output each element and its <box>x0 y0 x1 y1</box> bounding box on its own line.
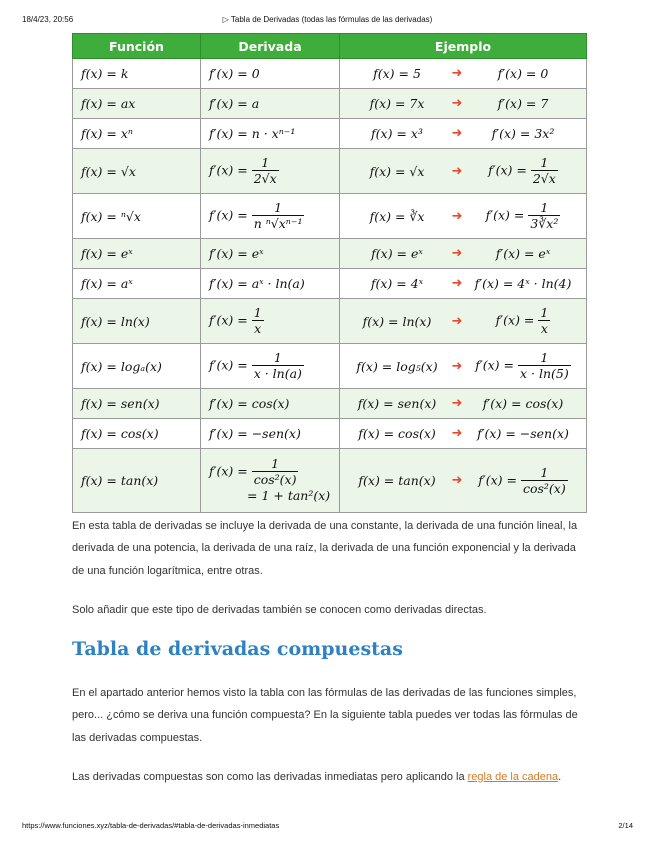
table-row <box>73 119 587 149</box>
derivada-cell: f′(x) = cos(x) <box>201 389 340 419</box>
chain-rule-link[interactable]: regla de la cadena <box>467 771 559 783</box>
derivada-cell <box>201 194 340 239</box>
ejemplo-cell <box>340 299 587 344</box>
table-row <box>73 149 587 194</box>
funcion-cell: f(x) = ax <box>73 89 201 119</box>
ejemplo-cell <box>340 59 587 89</box>
composite-intro-paragraph: En el apartado anterior hemos visto la tabla con las fórmulas de las derivadas de las funciones simples, pero... ¿cómo se deriva una función compuesta? En la siguiente tabla puedes ver todas las fórmulas de las derivadas compuestas. <box>72 687 578 744</box>
derivada-cell <box>201 299 340 344</box>
funcion-cell: f(x) = tan(x) <box>73 449 201 513</box>
funcion-cell: f(x) = eˣ <box>73 239 201 269</box>
print-url: https://www.funciones.xyz/tabla-de-derivadas/#tabla-de-derivadas-inmediatas <box>22 821 280 830</box>
fraction-numerator: 1 <box>274 200 283 215</box>
fraction <box>252 201 305 231</box>
fraction <box>252 457 299 487</box>
fraction <box>252 306 264 336</box>
ejemplo-prefix: f′(x) = <box>488 162 527 178</box>
ejemplo-derivative: f′(x) = cos(x) <box>482 396 564 411</box>
ejemplo-derivative <box>468 351 578 381</box>
ejemplo-function: f(x) = cos(x) <box>358 426 436 441</box>
ejemplo-function: f(x) = √x <box>369 163 425 179</box>
derivada-cell: f′(x) = n · xⁿ⁻¹ <box>201 119 340 149</box>
ejemplo-function: f(x) = 4ˣ <box>370 276 424 291</box>
arrow-icon: ➜ <box>451 126 463 141</box>
ejemplo-cell <box>340 239 587 269</box>
arrow-icon: ➜ <box>451 313 463 329</box>
ejemplo-function: f(x) = sen(x) <box>357 396 437 411</box>
derivada-cell: f′(x) = a <box>201 89 340 119</box>
funcion-cell: f(x) = sen(x) <box>73 389 201 419</box>
funcion-cell: f(x) = ln(x) <box>73 299 201 344</box>
funcion-cell: f(x) = k <box>73 59 201 89</box>
derivada-prefix: f′(x) = <box>209 312 248 328</box>
ejemplo-function: f(x) = tan(x) <box>358 473 436 488</box>
fraction-numerator: 1 <box>540 155 549 170</box>
table-row <box>73 194 587 239</box>
fraction-numerator: 1 <box>540 305 549 320</box>
table-row <box>73 344 587 389</box>
ejemplo-function: f(x) = 7x <box>369 96 425 111</box>
fraction-denominator: 3∛x² <box>530 216 559 231</box>
derivada-prefix: f′(x) = <box>209 207 248 223</box>
section-heading: Tabla de derivadas compuestas <box>72 638 403 660</box>
ejemplo-cell <box>340 194 587 239</box>
ejemplo-function: f(x) = 5 <box>373 66 421 81</box>
direct-derivatives-note: Solo añadir que este tipo de derivadas también se conocen como derivadas directas. <box>72 604 487 616</box>
ejemplo-derivative <box>468 156 578 186</box>
header-ejemplo: Ejemplo <box>340 34 587 59</box>
fraction-numerator: 1 <box>273 350 282 365</box>
arrow-icon: ➜ <box>451 473 463 488</box>
fraction-numerator: 1 <box>261 155 270 170</box>
table-row <box>73 449 587 513</box>
funcion-cell: f(x) = ⁿ√x <box>73 194 201 239</box>
derivada-cell: f′(x) = −sen(x) <box>201 419 340 449</box>
intro-paragraph: En esta tabla de derivadas se incluye la derivada de una constante, la derivada de una función lineal, la derivada de una potencia, la derivada de una raíz, la derivada de una función exponencial y la derivada de una función logarítmica, entre otras. <box>72 520 578 577</box>
fraction-denominator: x <box>252 320 264 336</box>
fraction-denominator: n ⁿ√xⁿ⁻¹ <box>253 216 303 231</box>
ejemplo-cell <box>340 449 587 513</box>
chain-rule-text: Las derivadas compuestas son como las derivadas inmediatas pero aplicando la <box>72 771 468 783</box>
arrow-icon: ➜ <box>451 163 463 179</box>
funcion-cell: f(x) = cos(x) <box>73 419 201 449</box>
ejemplo-derivative: f′(x) = 0 <box>497 66 549 81</box>
fraction <box>252 156 279 186</box>
fraction-numerator: 1 <box>540 350 549 365</box>
ejemplo-cell <box>340 344 587 389</box>
arrow-icon: ➜ <box>451 396 463 411</box>
table-row <box>73 239 587 269</box>
table-row <box>73 299 587 344</box>
ejemplo-derivative: f′(x) = 3x² <box>491 126 555 141</box>
ejemplo-derivative: f′(x) = 4ˣ · ln(4) <box>474 276 572 291</box>
fraction-denominator: 2√x <box>532 171 556 186</box>
derivada-cell <box>201 449 340 513</box>
fraction-denominator: x · ln(5) <box>519 366 569 381</box>
print-footer <box>22 821 633 833</box>
ejemplo-function: f(x) = eˣ <box>371 246 423 261</box>
fraction <box>252 351 304 381</box>
print-timestamp: 18/4/23, 20:56 <box>22 15 74 24</box>
ejemplo-derivative: f′(x) = eˣ <box>495 246 551 261</box>
funcion-cell: f(x) = xⁿ <box>73 119 201 149</box>
fraction-denominator: x <box>538 320 550 336</box>
header-derivada: Derivada <box>201 34 340 59</box>
print-header <box>22 15 633 27</box>
fraction-numerator: 1 <box>253 305 262 320</box>
table-header-row <box>73 34 587 59</box>
derivada-prefix: f′(x) = <box>209 357 248 373</box>
derivada-cell <box>201 344 340 389</box>
ejemplo-derivative <box>468 201 578 231</box>
fraction-numerator: 1 <box>271 455 280 471</box>
ejemplo-cell <box>340 269 587 299</box>
fraction <box>528 201 560 231</box>
funcion-cell: f(x) = logₐ(x) <box>73 344 201 389</box>
arrow-icon: ➜ <box>451 276 463 291</box>
page-number: 2/14 <box>618 821 633 830</box>
ejemplo-function: f(x) = ∛x <box>369 208 425 224</box>
derivada-cell: f′(x) = eˣ <box>201 239 340 269</box>
funcion-cell: f(x) = √x <box>73 149 201 194</box>
derivada-prefix: f′(x) = <box>209 463 248 478</box>
derivada-prefix: f′(x) = <box>209 162 248 178</box>
ejemplo-function: f(x) = ln(x) <box>362 313 432 329</box>
arrow-icon: ➜ <box>451 208 463 224</box>
ejemplo-cell <box>340 419 587 449</box>
fraction-denominator: 2√x <box>253 171 277 186</box>
fraction <box>531 156 558 186</box>
fraction-numerator: 1 <box>540 464 549 480</box>
ejemplo-prefix: f′(x) = <box>475 357 514 373</box>
table-row <box>73 269 587 299</box>
ejemplo-prefix: f′(x) = <box>495 312 535 328</box>
arrow-icon: ➜ <box>451 246 463 261</box>
ejemplo-cell <box>340 389 587 419</box>
ejemplo-cell <box>340 89 587 119</box>
fraction-denominator: x · ln(a) <box>253 366 302 381</box>
ejemplo-derivative <box>468 466 578 496</box>
ejemplo-cell <box>340 149 587 194</box>
arrow-icon: ➜ <box>451 358 463 374</box>
ejemplo-cell <box>340 119 587 149</box>
table-row <box>73 59 587 89</box>
chain-rule-end: . <box>558 771 562 783</box>
fraction <box>521 466 568 496</box>
ejemplo-function: f(x) = x³ <box>371 126 423 141</box>
arrow-icon: ➜ <box>451 426 463 441</box>
ejemplo-prefix: f′(x) = <box>478 472 517 487</box>
fraction <box>538 306 550 336</box>
ejemplo-prefix: f′(x) = <box>485 207 525 223</box>
derivada-identity: = 1 + tan²(x) <box>247 487 331 503</box>
ejemplo-derivative: f′(x) = 7 <box>497 96 549 111</box>
print-title: ▷ Tabla de Derivadas (todas las fórmulas de las derivadas) <box>222 15 433 24</box>
derivada-cell: f′(x) = 0 <box>201 59 340 89</box>
table-row <box>73 419 587 449</box>
arrow-icon: ➜ <box>451 96 463 111</box>
ejemplo-function: f(x) = log₅(x) <box>356 358 438 374</box>
chain-rule-paragraph <box>72 766 587 788</box>
derivada-cell: f′(x) = aˣ · ln(a) <box>201 269 340 299</box>
header-funcion: Función <box>73 34 201 59</box>
ejemplo-derivative: f′(x) = −sen(x) <box>477 426 569 441</box>
fraction-numerator: 1 <box>540 200 549 215</box>
fraction <box>518 351 571 381</box>
funcion-cell: f(x) = aˣ <box>73 269 201 299</box>
table-row <box>73 389 587 419</box>
fraction-denominator: cos²(x) <box>253 471 297 487</box>
ejemplo-derivative <box>468 306 578 336</box>
table-row <box>73 89 587 119</box>
derivatives-table <box>72 33 587 513</box>
derivada-cell <box>201 149 340 194</box>
fraction-denominator: cos²(x) <box>522 480 566 496</box>
arrow-icon: ➜ <box>451 66 463 81</box>
